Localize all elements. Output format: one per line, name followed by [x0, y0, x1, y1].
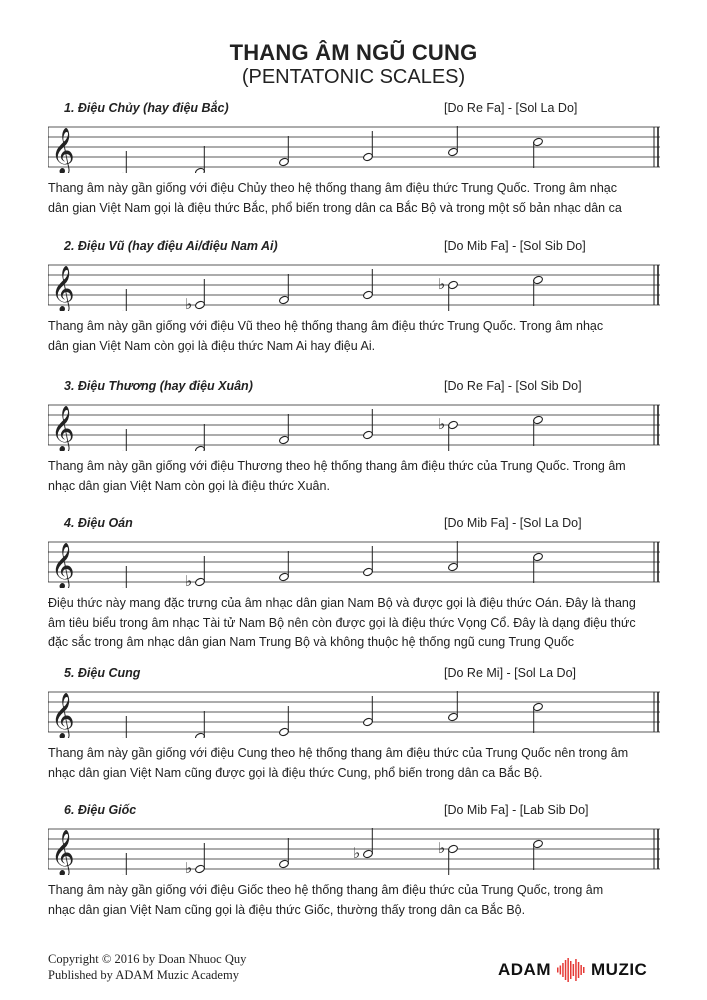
- scale-title: 6. Điệu Giốc: [64, 803, 137, 817]
- wave-bar: [565, 960, 567, 980]
- music-staff: [48, 117, 660, 173]
- description-line: nhạc dân gian Việt Nam còn gọi là điệu thức Xuân.: [48, 478, 330, 493]
- note-C5: [532, 552, 543, 583]
- scale-formula: [Do Re Fa] - [Sol La Do]: [444, 101, 578, 115]
- music-staff: [48, 255, 660, 311]
- note-C5: [532, 702, 543, 733]
- flat-icon: ♭: [185, 572, 193, 588]
- description-line: Thang âm này gần giống với điệu Giốc theo hệ thống thang âm điệu thức của Trung Quốc, trong âm: [48, 883, 604, 897]
- scale-title: 2. Điệu Vũ (hay điệu Ai/điệu Nam Ai): [64, 239, 278, 253]
- scale-title: 1. Điệu Chủy (hay điệu Bắc): [64, 101, 229, 115]
- note-G4: [362, 131, 373, 162]
- description-line: Thang âm này gần giống với điệu Cung theo hệ thống thang âm điệu thức của Trung Quốc nên trong âm: [48, 746, 629, 760]
- note-C4: [112, 566, 132, 588]
- scale-description: [48, 179, 670, 218]
- note-A4: [353, 828, 374, 862]
- scale-section: [0, 101, 707, 241]
- scale-description: [48, 457, 670, 496]
- note-C4: [112, 716, 132, 738]
- wave-bar: [573, 964, 575, 976]
- wave-bar: [583, 967, 585, 973]
- description-line: âm tiêu biểu trong âm nhạc Tài tử Nam Bộ nên còn được gọi là điệu thức Vọng Cổ. Đây là dạng điệu thức: [48, 615, 636, 630]
- wave-bar: [575, 959, 577, 981]
- scale-formula: [Do Mib Fa] - [Sol Sib Do]: [444, 239, 586, 253]
- page-title: THANG ÂM NGŨ CUNG: [229, 40, 478, 65]
- scale-section: [0, 379, 707, 519]
- description-line: Điệu thức này mang đặc trưng của âm nhạc dân gian Nam Bộ và được gọi là điệu thức Oán. Đây là thang: [48, 596, 636, 610]
- note-F4: [278, 838, 289, 869]
- adam-muzic-logo: [498, 957, 647, 983]
- page-subtitle: (PENTATONIC SCALES): [241, 66, 466, 88]
- note-D4: [194, 146, 205, 173]
- note-C4: [112, 289, 132, 311]
- description-line: Thang âm này gần giống với điệu Chủy theo hệ thống thang âm điệu thức Trung Quốc. Trong âm nhạc: [48, 181, 618, 195]
- wave-bar: [562, 963, 564, 977]
- music-staff: [48, 532, 660, 588]
- note-C5: [532, 137, 543, 168]
- note-C5: [532, 839, 543, 870]
- note-F4: [278, 136, 289, 167]
- note-G4: [362, 546, 373, 577]
- scale-description: [48, 317, 670, 356]
- scale-title: 5. Điệu Cung: [64, 666, 141, 680]
- note-B4: [438, 839, 459, 875]
- treble-clef-icon: 𝄞: [51, 830, 75, 875]
- scale-description: [48, 744, 670, 783]
- treble-clef-icon: 𝄞: [51, 543, 75, 588]
- scale-formula: [Do Mib Fa] - [Sol La Do]: [444, 516, 582, 530]
- treble-clef-icon: 𝄞: [51, 406, 75, 451]
- wave-bar: [578, 962, 580, 978]
- description-line: Thang âm này gần giống với điệu Vũ theo hệ thống thang âm điệu thức Trung Quốc. Trong âm nhạc: [48, 319, 604, 333]
- scale-section: [0, 516, 707, 656]
- flat-icon: ♭: [438, 275, 446, 293]
- wave-bar: [570, 961, 572, 979]
- scale-formula: [Do Mib Fa] - [Lab Sib Do]: [444, 803, 589, 817]
- flat-icon: ♭: [185, 295, 193, 311]
- note-C5: [532, 275, 543, 306]
- flat-icon: ♭: [353, 844, 361, 862]
- footer: [48, 952, 246, 983]
- scale-title: 3. Điệu Thương (hay điệu Xuân): [64, 379, 253, 393]
- note-E4: [278, 706, 289, 737]
- note-G4: [362, 696, 373, 727]
- flat-icon: ♭: [185, 859, 193, 875]
- publisher-text: Published by ADAM Muzic Academy: [48, 967, 239, 982]
- note-G4: [362, 409, 373, 440]
- logo-text-adam: ADAM: [498, 960, 551, 979]
- scale-title: 4. Điệu Oán: [64, 516, 133, 530]
- copyright-text: Copyright © 2016 by Doan Nhuoc Quy: [48, 952, 247, 966]
- wave-bar: [560, 966, 562, 975]
- wave-bar: [567, 958, 569, 982]
- note-A4: [447, 691, 458, 722]
- flat-icon: ♭: [438, 415, 446, 433]
- scale-formula: [Do Re Mi] - [Sol La Do]: [444, 666, 576, 680]
- note-D4: [194, 711, 205, 738]
- note-B4: [438, 415, 459, 451]
- logo-text-muzic: MUZIC: [591, 960, 648, 979]
- description-line: Thang âm này gần giống với điệu Thương theo hệ thống thang âm điệu thức của Trung Quốc. Trong âm: [48, 459, 626, 473]
- note-B4: [438, 275, 459, 311]
- treble-clef-icon: 𝄞: [51, 128, 75, 173]
- note-F4: [278, 551, 289, 582]
- flat-icon: ♭: [438, 839, 446, 857]
- note-C5: [532, 415, 543, 446]
- description-line: dân gian Việt Nam còn gọi là điệu thức Nam Ai hay điệu Ai.: [48, 338, 376, 353]
- music-staff: [48, 819, 660, 875]
- treble-clef-icon: 𝄞: [51, 266, 75, 311]
- note-A4: [447, 541, 458, 572]
- description-line: nhạc dân gian Việt Nam cũng gọi là điệu thức Giốc, thường thấy trong dân ca Bắc Bộ.: [48, 902, 526, 917]
- scale-section: [0, 239, 707, 379]
- description-line: đặc sắc trong âm nhạc dân gian Nam Trung Bộ và không thuộc hệ thống ngũ cung Trung Quốc: [48, 635, 575, 649]
- note-A4: [447, 126, 458, 157]
- description-line: dân gian Việt Nam gọi là điệu thức Bắc, phổ biến trong dân ca Bắc Bộ và trong một số bản nhạc dân ca: [48, 200, 622, 215]
- note-C4: [112, 429, 132, 451]
- music-staff: [48, 395, 660, 451]
- wave-bar: [557, 968, 559, 973]
- scale-section: [0, 666, 707, 806]
- scale-description: [48, 594, 670, 653]
- note-C4: [112, 853, 132, 875]
- note-C4: [112, 151, 132, 173]
- scale-formula: [Do Re Fa] - [Sol Sib Do]: [444, 379, 582, 393]
- treble-clef-icon: 𝄞: [51, 693, 75, 738]
- note-G4: [362, 269, 373, 300]
- note-D4: [194, 424, 205, 451]
- scale-description: [48, 881, 670, 920]
- wave-bar: [580, 965, 582, 975]
- note-F4: [278, 274, 289, 305]
- note-F4: [278, 414, 289, 445]
- music-staff: [48, 682, 660, 738]
- description-line: nhạc dân gian Việt Nam cũng được gọi là điệu thức Cung, phổ biến trong dân ca Bắc Bộ.: [48, 765, 543, 780]
- scale-section: [0, 803, 707, 943]
- soundwave-icon: [556, 957, 586, 983]
